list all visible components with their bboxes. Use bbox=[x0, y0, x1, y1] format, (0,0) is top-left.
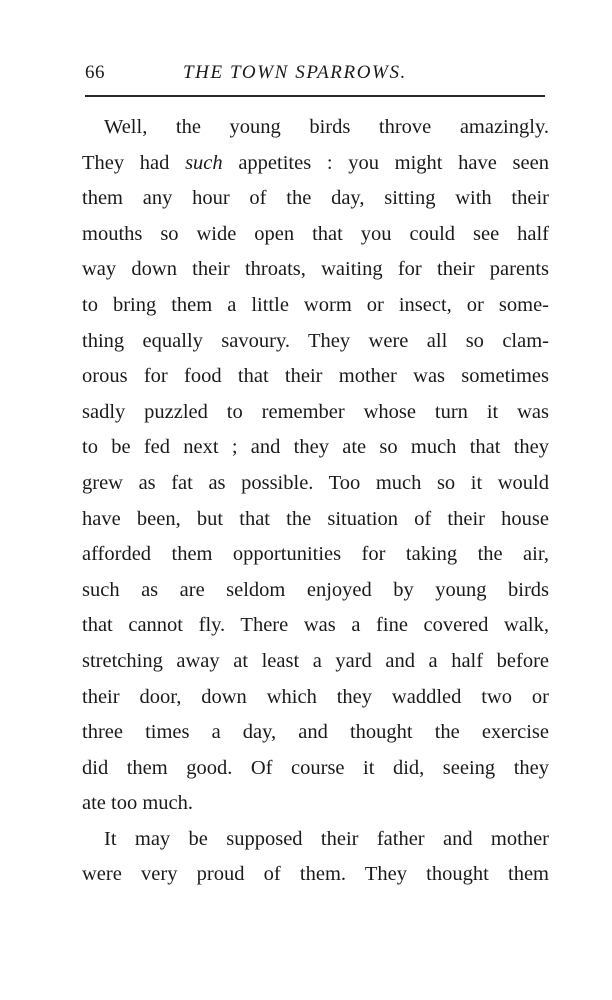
italic-word: such bbox=[185, 151, 223, 174]
text-line: Well, the young birds throve amazingly. bbox=[104, 116, 549, 138]
running-title: THE TOWN SPARROWS. bbox=[183, 62, 407, 83]
text-line: sadly puzzled to remember whose turn it was bbox=[82, 400, 549, 423]
text-line: were very proud of them. They thought them bbox=[82, 863, 549, 886]
text-line: such as are seldom enjoyed by young birds bbox=[82, 578, 549, 601]
text-line: mouths so wide open that you could see half bbox=[82, 222, 549, 245]
body-text bbox=[82, 110, 549, 893]
paragraph bbox=[82, 822, 549, 893]
text-line: them any hour of the day, sitting with their bbox=[82, 187, 549, 210]
paragraph bbox=[82, 110, 549, 822]
text-line: thing equally savoury. They were all so clam- bbox=[82, 329, 549, 352]
text-line: It may be supposed their father and mother bbox=[104, 827, 549, 850]
text-line: to be fed next ; and they ate so much that they bbox=[82, 436, 549, 459]
text-line: orous for food that their mother was sometimes bbox=[82, 365, 549, 388]
text-line: have been, but that the situation of their house bbox=[82, 507, 549, 530]
text-line: afforded them opportunities for taking the air, bbox=[82, 543, 549, 566]
text-span: They had bbox=[82, 151, 186, 174]
text-line: stretching away at least a yard and a half before bbox=[82, 649, 549, 672]
header-rule bbox=[85, 95, 545, 97]
text-line: grew as fat as possible. Too much so it would bbox=[82, 471, 549, 494]
text-line bbox=[82, 146, 549, 182]
text-line: their door, down which they waddled two or bbox=[82, 685, 549, 708]
text-line: way down their throats, waiting for their parents bbox=[82, 258, 549, 281]
text-line: to bring them a little worm or insect, or some- bbox=[82, 293, 549, 316]
text-span: appetites : you might have seen bbox=[222, 151, 549, 174]
text-line: three times a day, and thought the exercise bbox=[82, 721, 549, 744]
page-header bbox=[85, 58, 545, 88]
text-line: ate too much. bbox=[82, 792, 194, 815]
text-line: did them good. Of course it did, seeing they bbox=[82, 756, 549, 779]
page-number: 66 bbox=[85, 62, 105, 83]
text-line: that cannot fly. There was a fine covered walk, bbox=[82, 614, 549, 637]
